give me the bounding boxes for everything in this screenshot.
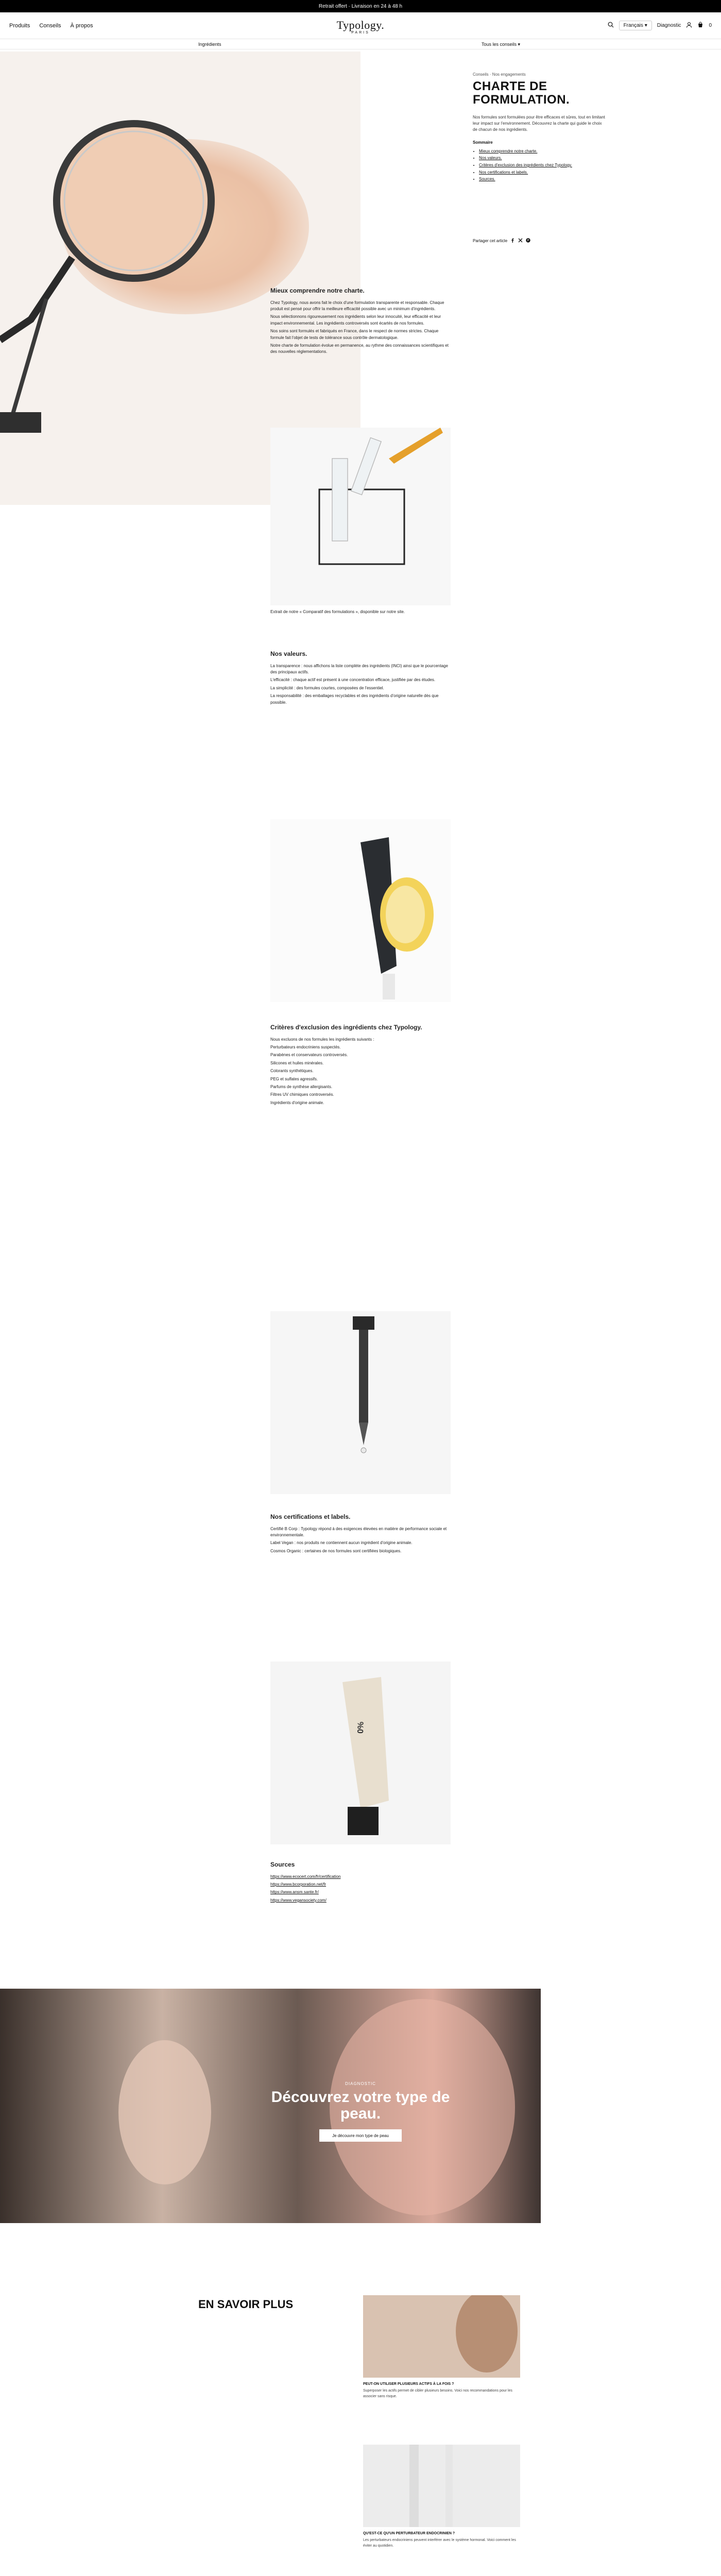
card-image [363, 2445, 520, 2527]
paragraph: L'efficacité : chaque actif est présent à une concentration efficace, justifiée par des études. [270, 677, 436, 683]
nav-item-advice[interactable]: Conseils [39, 23, 61, 29]
paragraph: Colorants synthétiques. [270, 1069, 314, 1074]
logo-subtext: PARIS [351, 31, 370, 35]
announcement-text: Retrait offert · Livraison en 24 à 48 h [318, 3, 403, 9]
paragraph: Nos soins sont formulés et fabriqués en France, dans le respect de normes strictes. Chaque formule fait l'objet de tests de tolérance sous contrôle dermatologique. [270, 329, 439, 340]
card-excerpt: Les perturbateurs endocriniens peuvent interférer avec le système hormonal. Voici comment les éviter au quotidien. [363, 2538, 516, 2548]
source-link[interactable]: https://www.ecocert.com/fr/certification [270, 1874, 341, 1879]
summary-title: Sommaire [473, 140, 493, 145]
section-certifications [270, 1512, 451, 1556]
pinterest-icon[interactable] [526, 238, 530, 244]
announcement-bar [0, 0, 721, 12]
share-bar [473, 238, 530, 244]
paragraph: Notre charte de formulation évolue en permanence, au rythme des connaissances scientifiques et des nouvelles réglementations. [270, 343, 449, 354]
paragraph: Label Vegan : nos produits ne contiennent aucun ingrédient d'origine animale. [270, 1540, 413, 1546]
summary-item[interactable]: • Critères d'exclusion des ingrédients chez Typology. [479, 162, 607, 169]
banner-title: Découvrez votre type de peau. [271, 2089, 450, 2122]
section-understanding [270, 286, 451, 357]
paragraph: Silicones et huiles minérales. [270, 1060, 324, 1065]
paragraph: Perturbateurs endocriniens suspectés. [270, 1044, 341, 1049]
card-title: PEUT-ON UTILISER PLUSIEURS ACTIFS À LA FOIS ? [363, 2382, 454, 2386]
svg-text:0%: 0% [356, 1721, 366, 1734]
source-link[interactable]: https://www.vegansociety.com/ [270, 1897, 327, 1903]
summary-item[interactable]: • Nos certifications et labels. [479, 169, 607, 176]
cream-tube-image [270, 1662, 451, 1844]
paragraph: Parabènes et conservateurs controversés. [270, 1053, 348, 1058]
page-title: CHARTE DE FORMULATION. [473, 79, 570, 107]
main-nav [9, 23, 93, 29]
article-intro: Nos formules sont formulées pour être efficaces et sûres, tout en limitant leur impact sur l'environnement. Découvrez la charte qui guide le choix de chacun de nos ingrédients. [473, 114, 605, 132]
cart-icon[interactable] [697, 22, 703, 29]
summary-list [473, 148, 607, 183]
paragraph: PEG et sulfates agressifs. [270, 1076, 318, 1081]
summary-item[interactable]: • Nos valeurs. [479, 155, 607, 162]
diagnostic-link[interactable]: Diagnostic [657, 23, 681, 28]
facebook-icon[interactable] [510, 238, 515, 244]
article-breadcrumb[interactable]: Conseils · Nos engagements [473, 72, 526, 77]
sub-nav [0, 39, 721, 49]
header-actions [608, 21, 712, 30]
paragraph: Certifié B Corp : Typology répond à des exigences élevées en matière de performance sociale et environnementale. [270, 1526, 447, 1537]
subnav-ingredients[interactable]: Ingrédients [198, 42, 221, 47]
related-title: EN SAVOIR PLUS [198, 2298, 294, 2311]
cart-count: 0 [709, 23, 712, 28]
account-icon[interactable] [686, 22, 692, 29]
card-image [363, 2295, 520, 2378]
section-sources [270, 1860, 451, 1905]
lab-beaker-image [270, 428, 451, 605]
banner-content [270, 1989, 451, 2223]
skin-diagnostic-button[interactable]: Je découvre mon type de peau [319, 2129, 402, 2142]
paragraph: Cosmos Organic : certaines de nos formules sont certifiées biologiques. [270, 1548, 402, 1553]
caption-text: Extrait de notre « Comparatif des formulations », disponible sur notre site. [270, 609, 405, 614]
logo-text: Typology. [336, 19, 385, 31]
paragraph: La simplicité : des formules courtes, composées de l'essentiel. [270, 685, 384, 690]
paragraph: Ingrédients d'origine animale. [270, 1100, 324, 1105]
paragraph: Nous sélectionnons rigoureusement nos ingrédients selon leur innocuité, leur efficacité et leur impact environnemental. Les ingrédients controversés sont écartés de nos formules. [270, 314, 441, 326]
source-link[interactable]: https://www.bcorporation.net/fr [270, 1882, 327, 1887]
paragraph: Nous excluons de nos formules les ingrédients suivants : [270, 1037, 374, 1042]
card-title: QU'EST-CE QU'UN PERTURBATEUR ENDOCRINIEN ? [363, 2532, 455, 2535]
share-label: Partager cet article [473, 239, 508, 243]
card-excerpt: Superposer les actifs permet de cibler plusieurs besoins. Voici nos recommandations pour les associer sans risque. [363, 2389, 512, 2398]
related-card[interactable] [363, 2295, 520, 2399]
paragraph: Parfums de synthèse allergisants. [270, 1084, 333, 1089]
dropper-image [270, 1311, 451, 1494]
nav-item-products[interactable]: Produits [9, 23, 30, 29]
banner-eyebrow: DIAGNOSTIC [345, 2081, 376, 2086]
paragraph: La responsabilité : des emballages recyclables et des ingrédients d'origine naturelle dès que possible. [270, 693, 439, 705]
site-header [0, 12, 721, 39]
section-title: Sources [270, 1861, 295, 1868]
summary-item[interactable]: • Sources. [479, 176, 607, 183]
paragraph: Filtres UV chimiques controversés. [270, 1092, 334, 1097]
paragraph: La transparence : nous affichons la liste complète des ingrédients (INCI) ainsi que le pourcentage des principaux actifs. [270, 663, 448, 674]
image-caption [270, 609, 451, 617]
section-title: Nos valeurs. [270, 650, 307, 657]
svg-text:P: P [527, 239, 529, 243]
nav-item-about[interactable]: À propos [70, 23, 93, 29]
section-exclusions [270, 1023, 451, 1108]
related-card[interactable] [363, 2445, 520, 2549]
section-values [270, 649, 451, 707]
diagnostic-banner [0, 1989, 541, 2223]
twitter-icon[interactable] [518, 238, 523, 244]
source-link[interactable]: https://www.ansm.sante.fr/ [270, 1890, 319, 1895]
tube-lemon-image [270, 819, 451, 1002]
article-header [473, 72, 607, 190]
section-title: Critères d'exclusion des ingrédients chez Typology. [270, 1024, 422, 1031]
search-icon[interactable] [608, 22, 614, 29]
section-title: Nos certifications et labels. [270, 1513, 351, 1520]
section-title: Mieux comprendre notre charte. [270, 287, 365, 294]
paragraph: Chez Typology, nous avons fait le choix d'une formulation transparente et responsable. Chaque produit est pensé pour offrir la meilleure efficacité possible avec un minimum d'ingrédients. [270, 300, 444, 311]
country-label: Français [623, 23, 643, 28]
subnav-all-advice[interactable]: Tous les conseils ▾ [482, 42, 521, 47]
summary-item[interactable]: • Mieux comprendre notre charte. [479, 148, 607, 155]
brand-logo[interactable] [337, 19, 385, 35]
country-selector[interactable]: Français ▾ [619, 21, 652, 30]
